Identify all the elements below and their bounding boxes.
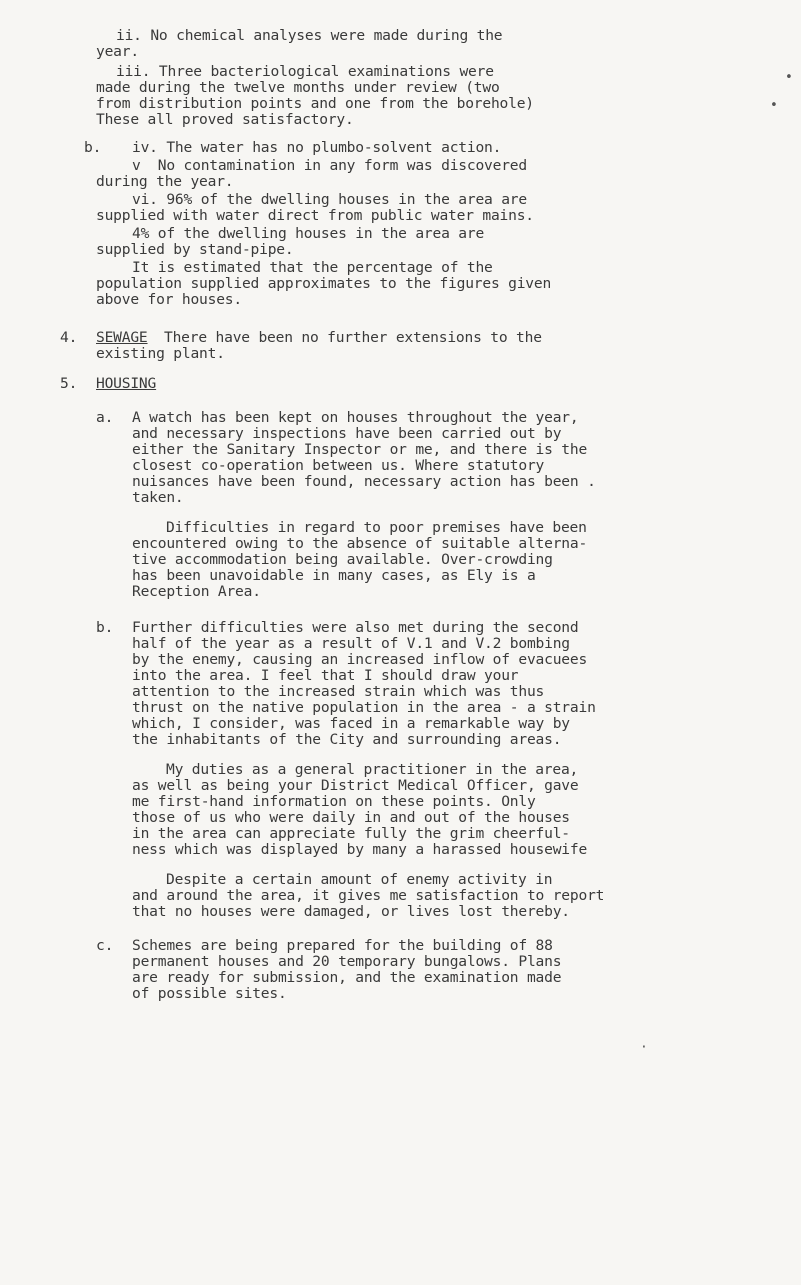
housing-a-p1-line-2: and necessary inspections have been carried out by <box>132 425 562 442</box>
housing-heading: HOUSING <box>96 375 157 392</box>
housing-b-p2-line-4: those of us who were daily in and out of the houses <box>132 809 570 826</box>
water-ii-line-1: ii. No chemical analyses were made during the <box>116 27 503 44</box>
housing-c-label: c. <box>96 937 114 954</box>
water-vi-line-7: above for houses. <box>96 291 242 308</box>
housing-b-p2-line-6: ness which was displayed by many a harassed housewife <box>132 841 588 858</box>
sewage-heading: SEWAGE <box>96 329 148 346</box>
water-vi-line-2: supplied with water direct from public water mains. <box>96 207 534 224</box>
housing-a-p1-line-1: A watch has been kept on houses throughout the year, <box>132 409 579 426</box>
housing-b-p3-line-3: that no houses were damaged, or lives lost thereby. <box>132 903 570 920</box>
water-iii-line-4: These all proved satisfactory. <box>96 111 354 128</box>
housing-c-line-2: permanent houses and 20 temporary bungalows. Plans <box>132 953 562 970</box>
housing-number: 5. <box>60 375 78 392</box>
housing-b-p1-line-7: which, I consider, was faced in a remarkable way by <box>132 715 570 732</box>
water-vi-line-6: population supplied approximates to the figures given <box>96 275 552 292</box>
water-iii-line-1: iii. Three bacteriological examinations were <box>116 63 494 80</box>
housing-a-label: a. <box>96 409 114 426</box>
water-vi-line-3: 4% of the dwelling houses in the area are <box>132 225 485 242</box>
housing-a-p1-line-6: taken. <box>132 489 184 506</box>
sewage-line-2: existing plant. <box>96 345 225 362</box>
water-vi-line-5: It is estimated that the percentage of the <box>132 259 493 276</box>
sewage-line-1: There have been no further extensions to the <box>164 329 542 346</box>
water-vi-line-1: vi. 96% of the dwelling houses in the area are <box>132 191 527 208</box>
housing-b-p1-line-3: by the enemy, causing an increased inflow of evacuees <box>132 651 588 668</box>
scan-mark-icon: • <box>770 98 778 113</box>
water-iii-line-3: from distribution points and one from the borehole) <box>96 95 534 112</box>
housing-b-p2-line-5: in the area can appreciate fully the grim cheerful- <box>132 825 570 842</box>
housing-a-p1-line-3: either the Sanitary Inspector or me, and there is the <box>132 441 588 458</box>
housing-c-line-4: of possible sites. <box>132 985 287 1002</box>
housing-a-p2-line-5: Reception Area. <box>132 583 261 600</box>
housing-b-p2-line-3: me first-hand information on these points. Only <box>132 793 536 810</box>
housing-a-p2-line-4: has been unavoidable in many cases, as Ely is a <box>132 567 536 584</box>
water-v-line-1: v No contamination in any form was discovered <box>132 157 527 174</box>
scan-mark-icon: • <box>785 70 793 85</box>
water-v-line-2: during the year. <box>96 173 234 190</box>
housing-c-line-3: are ready for submission, and the examination made <box>132 969 562 986</box>
water-ii-line-2: year. <box>96 43 139 60</box>
housing-b-p1-line-8: the inhabitants of the City and surrounding areas. <box>132 731 562 748</box>
water-iv-line: iv. The water has no plumbo-solvent action. <box>132 139 502 156</box>
housing-a-p1-line-4: closest co-operation between us. Where statutory <box>132 457 545 474</box>
housing-b-p2-line-1: My duties as a general practitioner in the area, <box>166 761 579 778</box>
sewage-number: 4. <box>60 329 78 346</box>
housing-b-p2-line-2: as well as being your District Medical Officer, gave <box>132 777 579 794</box>
housing-a-p1-line-5: nuisances have been found, necessary action has been . <box>132 473 596 490</box>
housing-b-p1-line-6: thrust on the native population in the area - a strain <box>132 699 596 716</box>
housing-b-p1-line-4: into the area. I feel that I should draw your <box>132 667 519 684</box>
housing-a-p2-line-3: tive accommodation being available. Over-crowding <box>132 551 553 568</box>
housing-b-p3-line-1: Despite a certain amount of enemy activity in <box>166 871 553 888</box>
scan-mark-icon: · <box>640 1040 648 1055</box>
water-vi-line-4: supplied by stand-pipe. <box>96 241 294 258</box>
housing-c-line-1: Schemes are being prepared for the building of 88 <box>132 937 553 954</box>
housing-a-p2-line-2: encountered owing to the absence of suitable alterna- <box>132 535 588 552</box>
housing-a-p2-line-1: Difficulties in regard to poor premises have been <box>166 519 587 536</box>
housing-b-label: b. <box>96 619 114 636</box>
water-iii-line-2: made during the twelve months under review (two <box>96 79 500 96</box>
housing-b-p1-line-1: Further difficulties were also met during the second <box>132 619 579 636</box>
housing-b-p3-line-2: and around the area, it gives me satisfaction to report <box>132 887 605 904</box>
water-section-number: b. <box>84 139 102 156</box>
housing-b-p1-line-5: attention to the increased strain which was thus <box>132 683 545 700</box>
housing-b-p1-line-2: half of the year as a result of V.1 and V.2 bombing <box>132 635 570 652</box>
